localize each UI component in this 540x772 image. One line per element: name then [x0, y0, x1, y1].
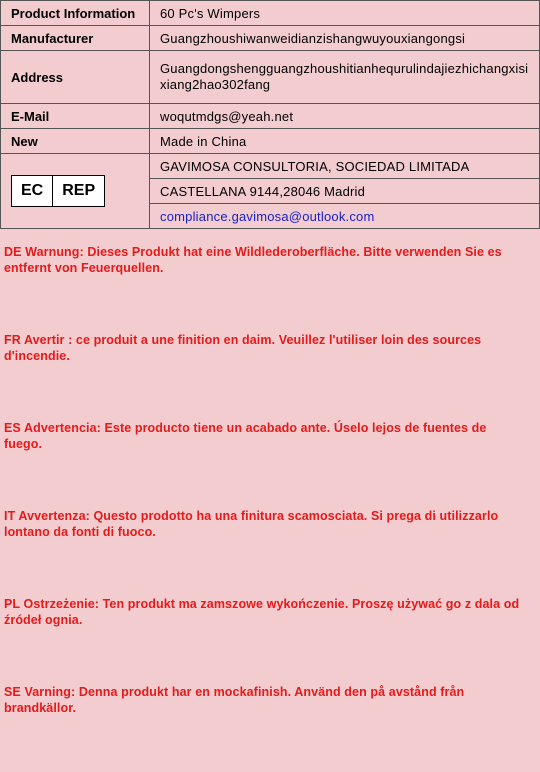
ec-rep-email-cell	[150, 204, 540, 229]
warning-de: DE Warnung: Dieses Produkt hat eine Wildlederoberfläche. Bitte verwenden Sie es entfernt von Feuerquellen.	[4, 245, 502, 275]
row-ec-rep-company	[1, 154, 540, 179]
warning-fr: FR Avertir : ce produit a une finition en daim. Veuillez l'utiliser loin des sources d'incendie.	[4, 333, 482, 363]
row-manufacturer	[1, 26, 540, 51]
product-info-value: 60 Pc's Wimpers	[150, 1, 540, 26]
ec-rep-email-link[interactable]: compliance.gavimosa@outlook.com	[160, 208, 375, 224]
address-label: Address	[1, 51, 150, 104]
product-info-table	[0, 0, 540, 229]
email-label: E-Mail	[1, 104, 150, 129]
row-product	[1, 1, 540, 26]
ec-rep-badge	[11, 175, 105, 207]
ec-rep-company: GAVIMOSA CONSULTORIA, SOCIEDAD LIMITADA	[150, 154, 540, 179]
row-address	[1, 51, 540, 104]
rep-badge-text: REP	[52, 176, 104, 206]
warning-it: IT Avvertenza: Questo prodotto ha una finitura scamosciata. Si prega di utilizzarlo lontano da fonti di fuoco.	[4, 509, 499, 539]
row-new	[1, 129, 540, 154]
row-email	[1, 104, 540, 129]
warning-es: ES Advertencia: Este producto tiene un acabado ante. Úselo lejos de fuentes de fuego.	[4, 421, 487, 451]
new-value: Made in China	[150, 129, 540, 154]
new-label: New	[1, 129, 150, 154]
manufacturer-label: Manufacturer	[1, 26, 150, 51]
ec-rep-cell	[1, 154, 150, 229]
product-info-label: Product Information	[1, 1, 150, 26]
ec-badge-text: EC	[21, 182, 44, 199]
warnings-section	[4, 244, 520, 772]
manufacturer-value: Guangzhoushiwanweidianzishangwuyouxiangongsi	[150, 26, 540, 51]
warning-pl: PL Ostrzeżenie: Ten produkt ma zamszowe wykończenie. Proszę używać go z dala od źródeł ognia.	[4, 597, 520, 627]
warning-se: SE Varning: Denna produkt har en mockafinish. Använd den på avstånd från brandkällor.	[4, 685, 465, 715]
ec-rep-address: CASTELLANA 9144,28046 Madrid	[150, 179, 540, 204]
email-value: woqutmdgs@yeah.net	[150, 104, 540, 129]
address-value: Guangdongshengguangzhoushitianhequrulindajiezhichangxisixiang2hao302fang	[150, 51, 540, 104]
